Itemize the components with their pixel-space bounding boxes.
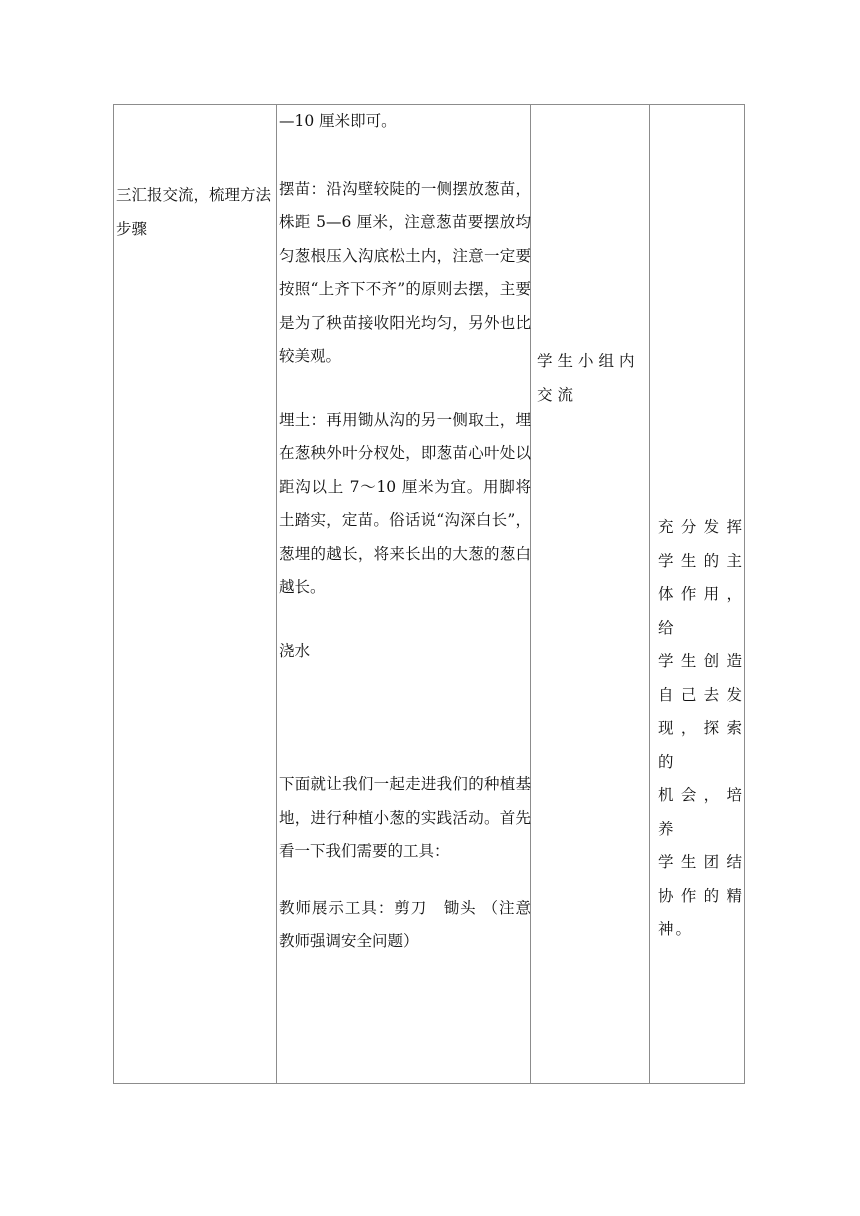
intent-line: 学生的主	[658, 551, 744, 570]
design-intent-cell	[658, 511, 744, 947]
intent-line: 神。	[658, 920, 694, 938]
intent-line: 充分发挥	[658, 518, 744, 536]
paragraph-practice-intro: 下面就让我们一起走进我们的种植基地，进行种植小葱的实践活动。首先看一下我们需要的工具：	[279, 775, 531, 860]
intent-line: 体作用，给	[658, 585, 744, 637]
stage-title-cell: 三汇报交流，梳理方法步骤	[116, 186, 272, 238]
teacher-activity-cell	[279, 105, 531, 959]
paragraph-tools: 教师展示工具：剪刀 锄头 （注意教师强调安全问题）	[279, 898, 531, 950]
intent-line: 学生团结	[658, 853, 744, 871]
paragraph-continuation: —10 厘米即可。	[279, 112, 397, 130]
intent-line: 协作的精	[658, 886, 744, 905]
intent-line: 自己去发	[658, 685, 744, 704]
lesson-table	[113, 104, 745, 1084]
paragraph-place-seedlings: 摆苗：沿沟壁较陡的一侧摆放葱苗，株距 5—6 厘米，注意葱苗要摆放均匀葱根压入沟底松土内，注意一定要按照“上齐下不齐”的原则去摆，主要是为了秧苗接收阳光均匀，另外也比较美观。	[279, 179, 531, 365]
student-activity-cell: 学生小组内交流	[537, 352, 640, 404]
intent-line: 机会，培养	[658, 786, 744, 838]
column-divider-3	[649, 105, 650, 1083]
intent-line: 学生创造	[658, 652, 744, 670]
paragraph-watering: 浇水	[279, 641, 311, 660]
intent-line: 现，探索的	[658, 719, 744, 771]
paragraph-cover-soil: 埋土：再用锄从沟的另一侧取土，埋在葱秧外叶分杈处，即葱苗心叶处以距沟以上 7～10 厘米为宜。用脚将土踏实，定苗。俗话说“沟深白长”，葱埋的越长，将来长出的大葱的葱白越长。	[279, 410, 531, 596]
column-divider-1	[276, 105, 277, 1083]
